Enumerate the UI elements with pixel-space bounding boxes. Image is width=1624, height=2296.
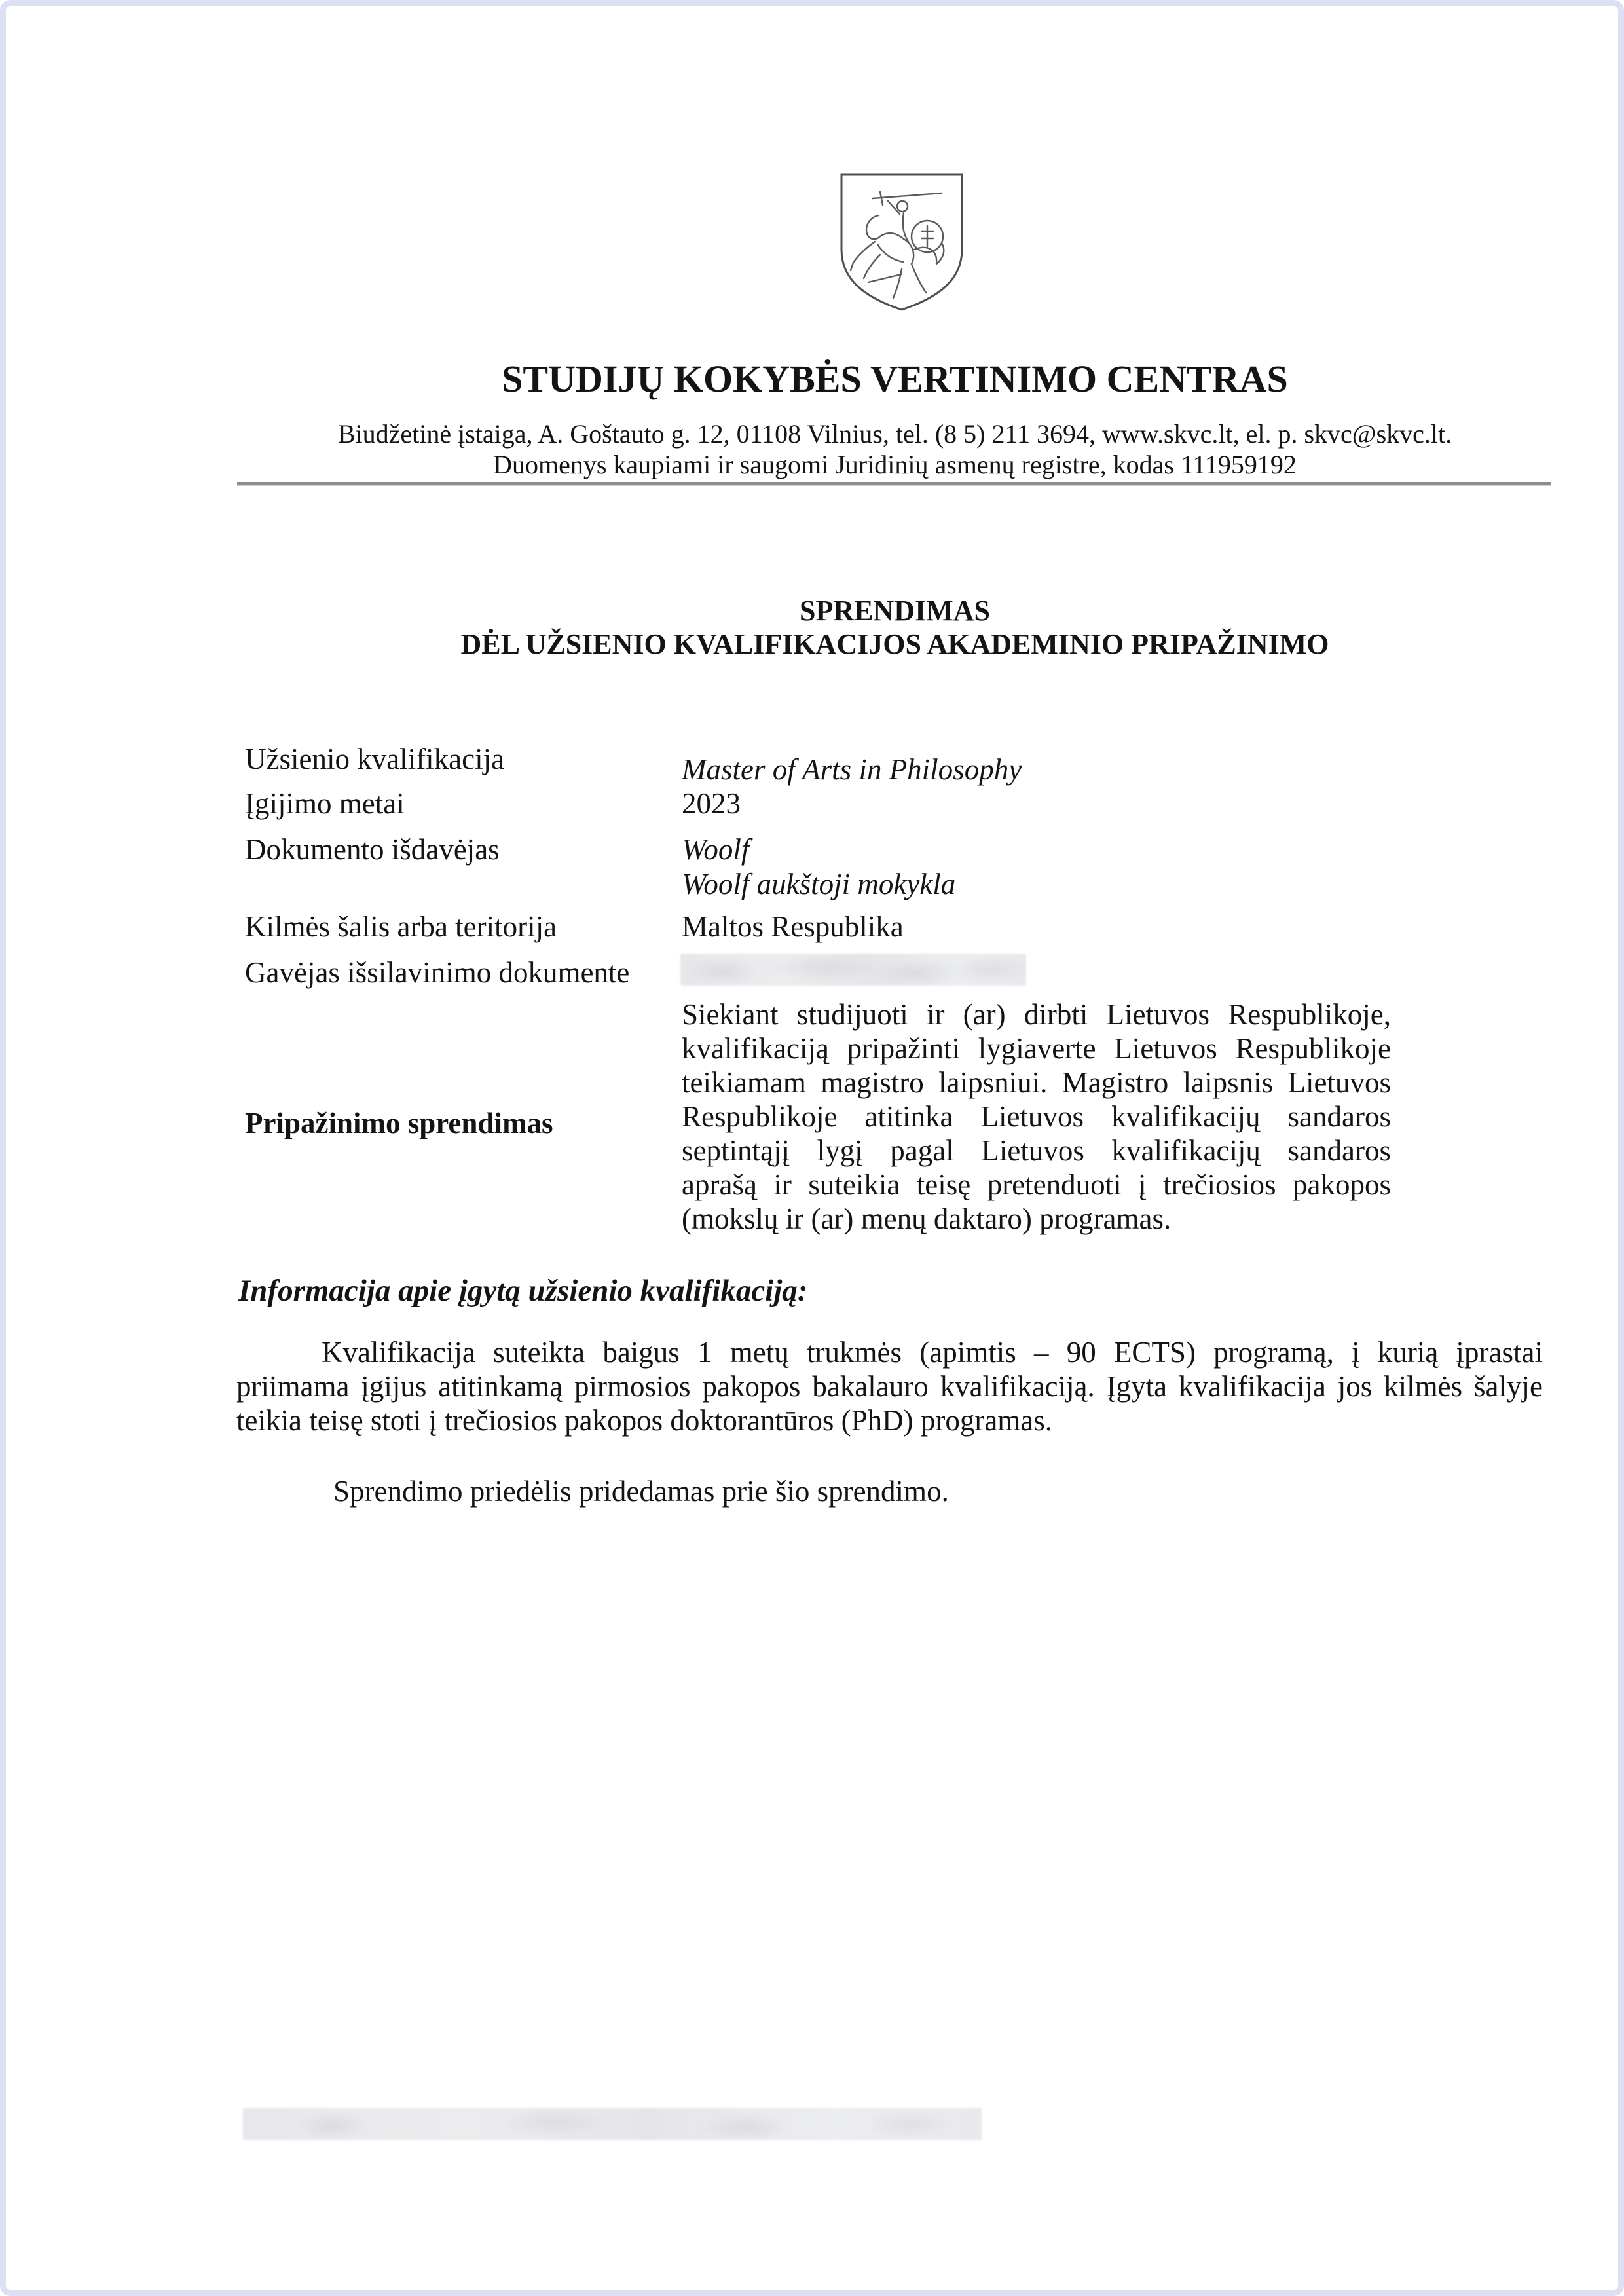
field-label-country-of-origin: Kilmės šalis arba teritorija: [245, 910, 557, 943]
address-line-1: Biudžetinė įstaiga, A. Goštauto g. 12, 01108 Vilnius, tel. (8 5) 211 3694, www.skvc.lt, el. p. skvc@skvc.lt.: [337, 419, 1452, 449]
document-title-line-1: SPRENDIMAS: [800, 595, 990, 627]
field-label-document-issuer: Dokumento išdavėjas: [245, 833, 500, 866]
closing-sentence: Sprendimo priedėlis pridedamas prie šio sprendimo.: [333, 1475, 949, 1508]
issuer-line-2: Woolf aukštoji mokykla: [682, 868, 956, 900]
document-title-line-2: DĖL UŽSIENIO KVALIFIKACIJOS AKADEMINIO PRIPAŽINIMO: [460, 628, 1329, 660]
lithuania-vytis-emblem-icon: [838, 171, 965, 314]
redacted-footer-signature-line: [243, 2108, 982, 2140]
decision-line: kvalifikaciją pripažinti lygiaverte Lietuvos Respublikoje: [682, 1032, 1391, 1065]
document-title: [238, 594, 1551, 661]
info-section-heading: Informacija apie įgytą užsienio kvalifikaciją:: [238, 1274, 808, 1308]
address-line-2: Duomenys kaupiami ir saugomi Juridinių asmenų registre, kodas 111959192: [493, 450, 1297, 479]
field-label-foreign-qualification: Užsienio kvalifikacija: [245, 743, 505, 775]
field-label-recipient: Gavėjas išsilavinimo dokumente: [245, 956, 630, 989]
field-value-document-issuer: [682, 832, 955, 902]
info-paragraph-line: priimama įgijus atitinkamą pirmosios pakopos bakalauro kvalifikaciją. Įgyta kvalifikacija jos kilmės šalyje: [236, 1370, 1543, 1403]
field-label-recognition-decision: Pripažinimo sprendimas: [245, 1107, 553, 1139]
field-label-year-acquired: Įgijimo metai: [245, 787, 405, 820]
decision-line: Respublikoje atitinka Lietuvos kvalifikacijų sandaros: [682, 1100, 1391, 1133]
info-paragraph-line: teikia teisę stoti į trečiosios pakopos doktorantūros (PhD) programas.: [236, 1404, 1053, 1437]
field-value-year-acquired: 2023: [682, 787, 741, 820]
info-section-paragraph: [236, 1335, 1543, 1437]
decision-line: Siekiant studijuoti ir (ar) dirbti Lietuvos Respublikoje,: [682, 998, 1391, 1031]
organization-name: STUDIJŲ KOKYBĖS VERTINIMO CENTRAS: [502, 358, 1288, 400]
header-divider-rule: [237, 482, 1551, 486]
field-value-country-of-origin: Maltos Respublika: [682, 910, 904, 943]
decision-line: septintąjį lygį pagal Lietuvos kvalifikacijų sandaros: [682, 1134, 1391, 1167]
decision-line: teikiamam magistro laipsniui. Magistro laipsnis Lietuvos: [682, 1066, 1391, 1099]
decision-line: aprašą ir suteikia teisę pretenduoti į trečiosios pakopos: [682, 1168, 1391, 1201]
field-value-foreign-qualification: Master of Arts in Philosophy: [682, 753, 1022, 786]
redacted-recipient-name: [680, 954, 1026, 986]
decision-line: (mokslų ir (ar) menų daktaro) programas.: [682, 1202, 1172, 1235]
organization-address: [238, 418, 1551, 480]
recognition-decision-paragraph: [682, 997, 1391, 1236]
issuer-line-1: Woolf: [682, 833, 750, 866]
info-paragraph-line: Kvalifikacija suteikta baigus 1 metų trukmės (apimtis – 90 ECTS) programą, į kurią įprastai: [322, 1336, 1543, 1369]
